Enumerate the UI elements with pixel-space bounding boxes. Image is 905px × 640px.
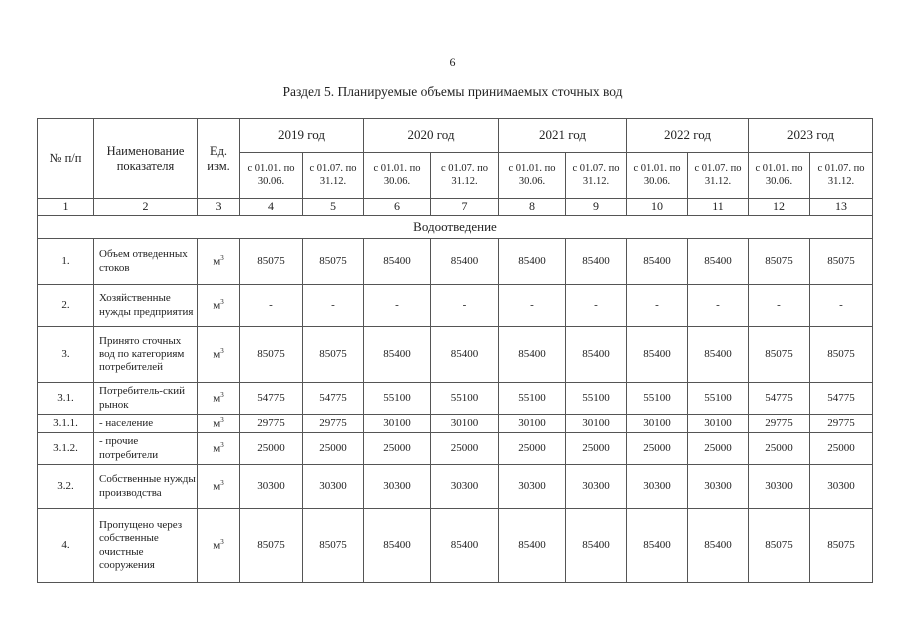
column-number: 6 — [364, 199, 431, 216]
column-number: 5 — [303, 199, 364, 216]
value-cell: 30300 — [810, 465, 873, 509]
column-number: 11 — [688, 199, 749, 216]
column-number: 7 — [431, 199, 499, 216]
column-number: 10 — [627, 199, 688, 216]
value-cell: 25000 — [240, 433, 303, 465]
table-row — [38, 465, 873, 509]
unit-exponent: 3 — [220, 391, 224, 400]
header-period-first: с 01.01. по 30.06. — [364, 153, 431, 199]
header-period-first: с 01.01. по 30.06. — [499, 153, 566, 199]
row-unit — [198, 239, 240, 285]
header-period-second: с 01.07. по 31.12. — [431, 153, 499, 199]
value-cell: 85075 — [240, 239, 303, 285]
header-period-second: с 01.07. по 31.12. — [688, 153, 749, 199]
unit-base: м — [213, 481, 221, 493]
table-row — [38, 509, 873, 583]
value-cell: 30300 — [364, 465, 431, 509]
value-cell: 30100 — [431, 415, 499, 433]
value-cell: 55100 — [431, 383, 499, 415]
row-unit — [198, 327, 240, 383]
value-cell: 55100 — [364, 383, 431, 415]
value-cell: 85400 — [688, 327, 749, 383]
value-cell: - — [431, 285, 499, 327]
row-unit — [198, 465, 240, 509]
unit-exponent: 3 — [220, 254, 224, 263]
value-cell: 25000 — [364, 433, 431, 465]
row-name: - прочие потребители — [94, 433, 198, 465]
value-cell: 25000 — [688, 433, 749, 465]
value-cell: 30300 — [240, 465, 303, 509]
row-number: 3. — [38, 327, 94, 383]
value-cell: 85075 — [303, 239, 364, 285]
value-cell: 85400 — [499, 327, 566, 383]
value-cell: 25000 — [566, 433, 627, 465]
header-year: 2020 год — [364, 119, 499, 153]
row-unit — [198, 285, 240, 327]
value-cell: 85075 — [810, 239, 873, 285]
value-cell: 54775 — [810, 383, 873, 415]
table-row — [38, 327, 873, 383]
value-cell: 85075 — [240, 327, 303, 383]
value-cell: 85075 — [303, 327, 364, 383]
table-row — [38, 383, 873, 415]
value-cell: 54775 — [240, 383, 303, 415]
value-cell: 85075 — [240, 509, 303, 583]
value-cell: 85400 — [566, 239, 627, 285]
value-cell: 85400 — [566, 509, 627, 583]
row-number: 2. — [38, 285, 94, 327]
value-cell: 85400 — [364, 509, 431, 583]
table-row — [38, 415, 873, 433]
unit-exponent: 3 — [220, 479, 224, 488]
value-cell: 85075 — [749, 509, 810, 583]
unit-base: м — [213, 443, 221, 455]
value-cell: 30100 — [566, 415, 627, 433]
value-cell: 30300 — [303, 465, 364, 509]
value-cell: 85400 — [627, 509, 688, 583]
table-row — [38, 285, 873, 327]
value-cell: 30100 — [627, 415, 688, 433]
unit-exponent: 3 — [220, 298, 224, 307]
column-number: 3 — [198, 199, 240, 216]
section-header: Водоотведение — [38, 216, 873, 239]
value-cell: 55100 — [499, 383, 566, 415]
value-cell: 55100 — [627, 383, 688, 415]
row-name: Собственные нужды производства — [94, 465, 198, 509]
value-cell: - — [810, 285, 873, 327]
value-cell: 29775 — [240, 415, 303, 433]
unit-base: м — [213, 300, 221, 312]
value-cell: 85075 — [810, 509, 873, 583]
unit-base: м — [213, 393, 221, 405]
header-period-first: с 01.01. по 30.06. — [749, 153, 810, 199]
value-cell: - — [627, 285, 688, 327]
value-cell: - — [240, 285, 303, 327]
value-cell: 29775 — [303, 415, 364, 433]
row-name: Хозяйственные нужды предприятия — [94, 285, 198, 327]
column-number: 8 — [499, 199, 566, 216]
column-number: 13 — [810, 199, 873, 216]
value-cell: 30100 — [364, 415, 431, 433]
value-cell: 85400 — [499, 509, 566, 583]
header-period-second: с 01.07. по 31.12. — [566, 153, 627, 199]
unit-base: м — [213, 349, 221, 361]
value-cell: 30300 — [566, 465, 627, 509]
value-cell: 85075 — [810, 327, 873, 383]
value-cell: 25000 — [810, 433, 873, 465]
value-cell: 25000 — [499, 433, 566, 465]
value-cell: 30300 — [688, 465, 749, 509]
unit-exponent: 3 — [220, 441, 224, 450]
row-name: - население — [94, 415, 198, 433]
value-cell: 85400 — [627, 239, 688, 285]
value-cell: - — [566, 285, 627, 327]
value-cell: 25000 — [627, 433, 688, 465]
column-number: 4 — [240, 199, 303, 216]
value-cell: - — [749, 285, 810, 327]
row-number: 3.1.1. — [38, 415, 94, 433]
unit-base: м — [213, 418, 221, 430]
header-period-second: с 01.07. по 31.12. — [303, 153, 364, 199]
header-period-first: с 01.01. по 30.06. — [627, 153, 688, 199]
row-number: 3.2. — [38, 465, 94, 509]
value-cell: 85400 — [431, 327, 499, 383]
value-cell: 85400 — [431, 239, 499, 285]
unit-base: м — [213, 540, 221, 552]
value-cell: 85075 — [749, 239, 810, 285]
row-unit — [198, 433, 240, 465]
row-name: Потребитель-ский рынок — [94, 383, 198, 415]
value-cell: 85400 — [627, 327, 688, 383]
header-period-second: с 01.07. по 31.12. — [810, 153, 873, 199]
value-cell: 85400 — [364, 327, 431, 383]
header-period-first: с 01.01. по 30.06. — [240, 153, 303, 199]
row-unit — [198, 383, 240, 415]
row-number: 1. — [38, 239, 94, 285]
value-cell: 30300 — [499, 465, 566, 509]
header-unit: Ед. изм. — [198, 119, 240, 199]
unit-exponent: 3 — [220, 416, 224, 425]
header-name: Наименование показателя — [94, 119, 198, 199]
value-cell: 54775 — [303, 383, 364, 415]
row-name: Объем отведенных стоков — [94, 239, 198, 285]
value-cell: 25000 — [303, 433, 364, 465]
value-cell: 54775 — [749, 383, 810, 415]
value-cell: 25000 — [431, 433, 499, 465]
row-number: 4. — [38, 509, 94, 583]
column-number: 1 — [38, 199, 94, 216]
value-cell: 30300 — [431, 465, 499, 509]
value-cell: 85075 — [303, 509, 364, 583]
row-unit — [198, 509, 240, 583]
value-cell: 29775 — [810, 415, 873, 433]
value-cell: - — [688, 285, 749, 327]
value-cell: 85400 — [499, 239, 566, 285]
value-cell: 85400 — [364, 239, 431, 285]
column-number: 9 — [566, 199, 627, 216]
header-year: 2021 год — [499, 119, 627, 153]
column-number: 2 — [94, 199, 198, 216]
row-number: 3.1. — [38, 383, 94, 415]
unit-exponent: 3 — [220, 347, 224, 356]
value-cell: 29775 — [749, 415, 810, 433]
value-cell: 55100 — [566, 383, 627, 415]
header-year: 2023 год — [749, 119, 873, 153]
header-year: 2022 год — [627, 119, 749, 153]
row-unit — [198, 415, 240, 433]
table-row — [38, 433, 873, 465]
value-cell: 85400 — [688, 239, 749, 285]
value-cell: - — [499, 285, 566, 327]
value-cell: 85400 — [688, 509, 749, 583]
unit-exponent: 3 — [220, 538, 224, 547]
value-cell: 55100 — [688, 383, 749, 415]
value-cell: 85400 — [566, 327, 627, 383]
wastewater-volume-table — [37, 118, 873, 583]
value-cell: 85075 — [749, 327, 810, 383]
value-cell: 85400 — [431, 509, 499, 583]
row-number: 3.1.2. — [38, 433, 94, 465]
column-number: 12 — [749, 199, 810, 216]
section-title: Раздел 5. Планируемые объемы принимаемых сточных вод — [282, 84, 623, 99]
unit-base: м — [213, 256, 221, 268]
value-cell: 30300 — [627, 465, 688, 509]
row-name: Принято сточных вод по категориям потребителей — [94, 327, 198, 383]
header-year: 2019 год — [240, 119, 364, 153]
page-number: 6 — [449, 55, 456, 69]
value-cell: 25000 — [749, 433, 810, 465]
value-cell: - — [364, 285, 431, 327]
value-cell: 30300 — [749, 465, 810, 509]
value-cell: - — [303, 285, 364, 327]
table-row — [38, 239, 873, 285]
value-cell: 30100 — [499, 415, 566, 433]
row-name: Пропущено через собственные очистные сооружения — [94, 509, 198, 583]
header-no: № п/п — [38, 119, 94, 199]
value-cell: 30100 — [688, 415, 749, 433]
